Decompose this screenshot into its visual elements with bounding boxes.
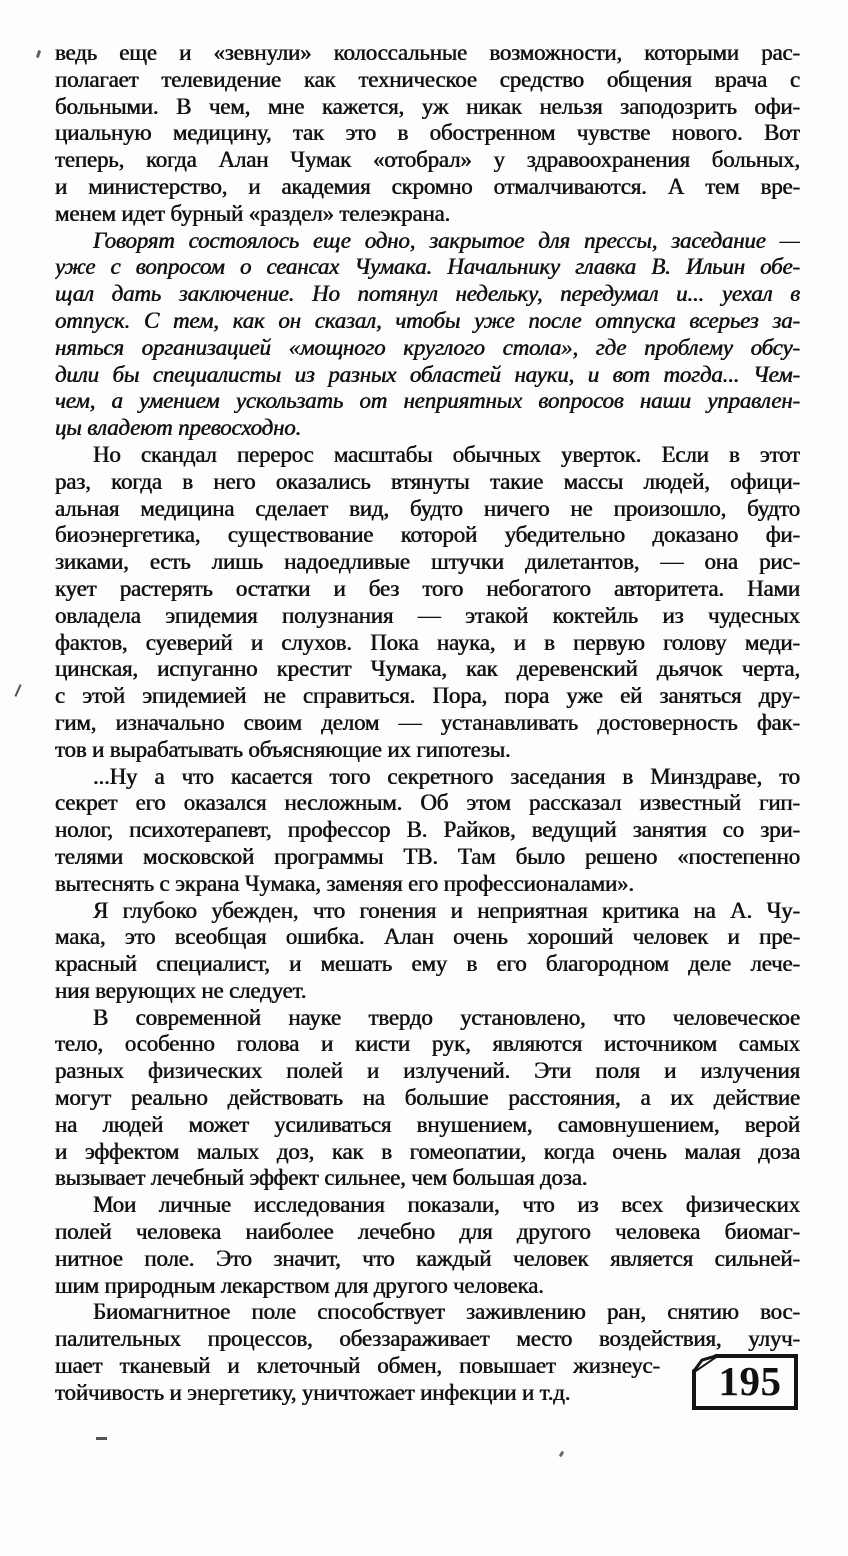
text-line: телями московской программы ТВ. Там было решено «постепенно [55,843,800,869]
page-text [55,40,800,1407]
text-line: мака, это всеобщая ошибка. Алан очень хороший человек и пре- [55,924,800,950]
text-line: шим природным лекарством для другого человека. [55,1272,544,1298]
text-line: палительных процессов, обеззараживает место воздействия, улуч- [55,1326,800,1352]
text-line: на людей может усиливаться внушением, самовнушением, верой [55,1111,800,1137]
text-line: шает тканевый и клеточный обмен, повышает жизнеус- [55,1353,660,1379]
text-line: Мои личные исследования показали, что из всех физических [93,1192,800,1218]
page-number-badge [690,1352,800,1412]
paragraph [55,442,800,764]
scan-artifact [559,1451,565,1458]
text-line: раз, когда в него оказались втянуты такие массы людей, офици- [55,468,800,494]
text-line: овладела эпидемия полузнания — этакой коктейль из чудесных [55,602,800,628]
scan-artifact [14,684,21,697]
paragraph [55,228,800,442]
text-line: красный специалист, и мешать ему в его благородном деле лече- [55,951,800,977]
scan-artifact [96,1437,107,1440]
scan-artifact [36,50,41,59]
text-line: могут реально действовать на большие расстояния, а их действие [55,1085,800,1111]
text-line: уже с вопросом о сеансах Чумака. Начальнику главка В. Ильин обе- [55,254,800,280]
paragraph [55,1299,800,1406]
text-line: цинская, испуганно крестит Чумака, как деревенский дьячок черта, [55,656,800,682]
text-line: и эффектом малых доз, как в гомеопатии, когда очень малая доза [55,1138,800,1164]
text-line: чем, а умением ускользать от неприятных вопросов наши управлен- [55,388,800,414]
text-line: вызывает лечебный эффект сильнее, чем большая доза. [55,1165,588,1191]
text-line: биоэнергетика, существование которой убедительно доказано фи- [55,522,800,548]
text-line: дили бы специалисты из разных областей науки, и вот тогда... Чем- [55,361,800,387]
text-line: Я глубоко убежден, что гонения и неприятная критика на А. Чу- [93,897,800,923]
text-line: няться организацией «мощного круглого стола», где проблему обсу- [55,334,800,360]
text-line: кует растерять остатки и без того небогатого авторитета. Нами [55,575,800,601]
text-line: менем идет бурный «раздел» телеэкрана. [55,200,451,226]
text-line: нолог, психотерапевт, профессор В. Райков, ведущий занятия со зри- [55,817,800,843]
text-line: отпуск. С тем, как он сказал, чтобы уже после отпуска всерьез за- [55,307,800,333]
text-line: щал дать заключение. Но потянул недельку, передумал и... уехал в [55,281,800,307]
paragraph [55,764,800,898]
text-line: вытеснять с экрана Чумака, заменяя его профессионалами». [55,870,634,896]
text-line: В современной науке твердо установлено, что человеческое [93,1004,800,1030]
text-line: полагает телевидение как техническое средство общения врача с [55,66,800,92]
text-line: Но скандал перерос масштабы обычных уверток. Если в этот [93,441,800,467]
text-line: альная медицина сделает вид, будто ничего не произошло, будто [55,495,800,521]
text-line: ...Ну а что касается того секретного заседания в Минздраве, то [93,763,800,789]
text-line: Биомагнитное поле способствует заживлению ран, снятию вос- [93,1299,800,1325]
text-line: больными. В чем, мне кажется, уж никак нельзя заподозрить офи- [55,93,800,119]
text-line: тело, особенно голова и кисти рук, являются источником самых [55,1031,800,1057]
text-line: теперь, когда Алан Чумак «отобрал» у здравоохранения больных, [55,147,800,173]
text-line: цы владеют превосходно. [55,415,302,441]
text-line: полей человека наиболее лечебно для другого человека биомаг- [55,1219,800,1245]
text-line: гим, изначально своим делом — устанавливать достоверность фак- [55,709,800,735]
text-line: разных физических полей и излучений. Эти поля и излучения [55,1058,800,1084]
paragraph [55,1192,800,1299]
text-line: нитное поле. Это значит, что каждый человек является сильней- [55,1245,800,1271]
text-line: фактов, суеверий и слухов. Пока наука, и в первую голову меди- [55,629,800,655]
text-line: Говорят состоялось еще одно, закрытое для прессы, заседание — [93,227,800,253]
text-line: ведь еще и «зевнули» колоссальные возможности, которыми рас- [55,40,800,65]
text-line: циальную медицину, так это в обостренном чувстве нового. Вот [55,120,800,146]
text-line: тойчивость и энергетику, уничтожает инфекции и т.д. [55,1379,571,1405]
page-number: 195 [718,1358,782,1404]
text-line: зиками, есть лишь надоедливые штучки дилетантов, — она рис- [55,549,800,575]
text-line: ния верующих не следует. [55,977,307,1003]
text-line: секрет его оказался несложным. Об этом рассказал известный гип- [55,790,800,816]
paragraph [55,40,800,228]
paragraph [55,1005,800,1193]
paragraph [55,898,800,1005]
text-line: с этой эпидемией не справиться. Пора, пора уже ей заняться дру- [55,683,800,709]
text-line: тов и вырабатывать объясняющие их гипотезы. [55,736,511,762]
text-line: и министерство, и академия скромно отмалчиваются. А тем вре- [55,173,800,199]
